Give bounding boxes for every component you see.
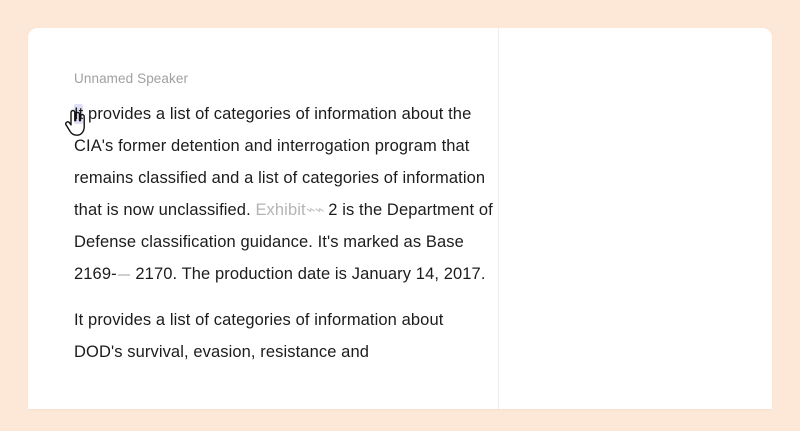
transcript-pane[interactable]: [28, 28, 498, 409]
highlighted-word[interactable]: It: [74, 105, 84, 123]
paragraph1-segment-2: 2 is the Department of Defense classification guidance. It's marked as Base 2169-: [74, 201, 493, 283]
transcript-text-body[interactable]: [74, 98, 494, 382]
strikeout-marks: ⌁⌁: [305, 201, 324, 219]
muted-word-exhibit[interactable]: Exhibit: [255, 201, 306, 219]
paragraph1-segment-3: 2170. The production date is January 14, 2017.: [130, 265, 486, 283]
paragraph1-segment-1: provides a list of categories of information about the CIA's former detention and interrogation program that remains classified and a list of categories of information that is now unclassified.: [74, 105, 486, 219]
inline-dash-mark: [118, 274, 130, 276]
speaker-label: Unnamed Speaker: [74, 71, 189, 86]
content-fade-overlay: [28, 391, 498, 409]
transcript-paragraph[interactable]: [74, 98, 494, 290]
transcript-paragraph[interactable]: It provides a list of categories of information about DOD's survival, evasion, resistance and: [74, 311, 444, 361]
app-window: [28, 28, 772, 409]
side-pane: [499, 28, 772, 409]
